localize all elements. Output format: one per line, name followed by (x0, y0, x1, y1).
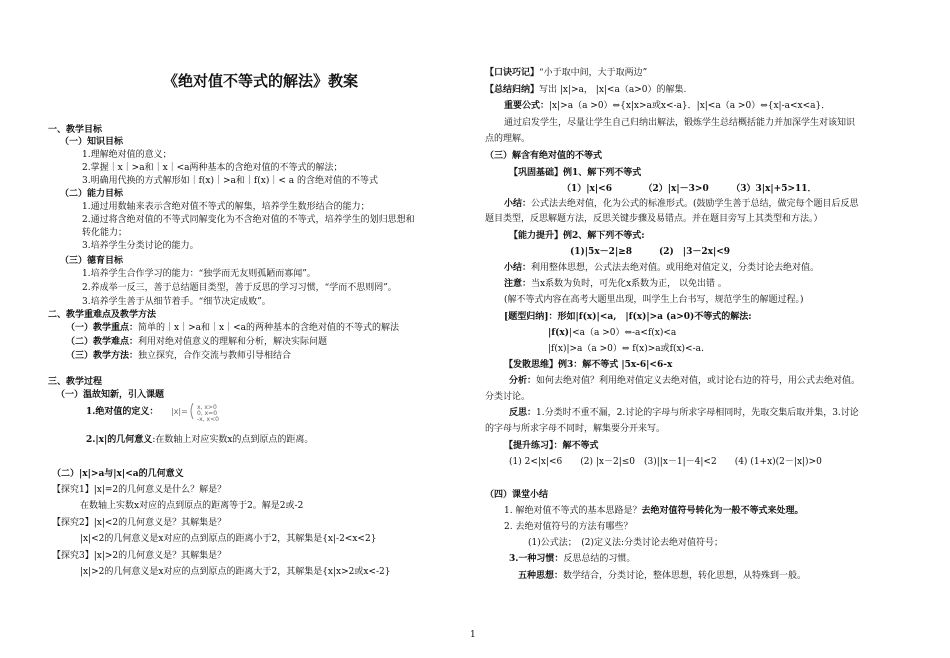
right-line: 【提升练习】：解不等式 (504, 441, 599, 451)
right-line: （四）课堂小结 (485, 490, 549, 500)
left-line: 在数轴上实数x对应的点到原点的距离等于2。解是2或-2 (80, 501, 304, 511)
right-line: 分类讨论。 (485, 392, 531, 402)
right-line: 【巩固基础】例1、解下列不等式 (509, 168, 642, 178)
left-line: 二、教学重难点及教学方法 (48, 310, 157, 320)
page-number: 1 (470, 630, 476, 640)
right-line: 【能力提升】例2、解下列不等式: (509, 231, 645, 241)
right-line: |f(x)|>a（a >0）⇔ f(x)>a或f(x)<-a. (548, 344, 704, 354)
right-line: 【发散思维】例3：解不等式 |5x-6|<6-x (504, 360, 673, 370)
svg-text:|x|=: |x|= (171, 407, 188, 416)
right-line: 点的理解。 (485, 134, 531, 144)
left-line: 2.|x|的几何意义:在数轴上对应实数x的点到原点的距离。 (86, 435, 314, 445)
right-line: (解不等式内容在高考大题里出现，叫学生上台书写，规范学生的解题过程。) (504, 295, 804, 305)
right-line: 注意：当x系数为负时，可先化x系数为正， 以免出错 。 (504, 279, 727, 289)
right-line: 1. 解绝对值不等式的基本思路是？去绝对值符号转化为一般不等式来处理。 (504, 506, 804, 516)
right-line: [题型归纳]：形如|f(x)|<a, |f(x)|>a (a>0)不等式的解法: (504, 312, 752, 322)
right-line: 重要公式：|x|>a（a >0）⇔{x|x>a或x<-a}．|x|<a（a >0）⇔{x|-a<x<a}． (504, 101, 831, 111)
left-line: （一）教学重点：简单的｜x｜>a和｜x｜<a的两种基本的含绝对值的不等式的解法 (66, 323, 399, 333)
left-line: （二）教学难点：利用对绝对值意义的理解和分析，解决实际问题 (66, 337, 328, 347)
right-line: （1）|x|<6 （2）|x|－3>0 （3）3|x|+5>11． (562, 184, 817, 194)
left-line: 转化能力； (82, 228, 128, 238)
right-line: 小结：利用整体思想，公式法去绝对值。或用绝对值定义，分类讨论去绝对值。 (504, 263, 820, 273)
left-line: |x|<2的几何意义是x对应的点到原点的距离小于2，其解集是{x|-2<x<2} (80, 534, 377, 544)
left-line: 1.培养学生合作学习的能力：“独学而无友则孤陋而寡闻”。 (82, 269, 316, 279)
right-line: |f(x)|<a（a >0）⇔-a<f(x)<a (548, 328, 677, 338)
left-line: （三）教学方法：独立探究，合作交流与教师引导相结合 (66, 351, 292, 361)
right-line: 【口诀巧记】“小于取中间，大于取两边” (485, 68, 648, 78)
page-title: 《绝对值不等式的解法》教案 (163, 72, 359, 90)
left-line: 【探究1】|x|=2的几何意义是什么？解是？ (52, 485, 227, 495)
left-line: 1.通过用数轴来表示含绝对值不等式的解集，培养学生数形结合的能力； (82, 202, 370, 212)
right-line: 通过启发学生，尽量让学生自己归纳出解法，锻炼学生总结概括能力并加深学生对该知识 (504, 118, 856, 128)
right-line: 分析：如何去绝对值？利用绝对值定义去绝对值，或讨论右边的符号，用公式去绝对值。 (509, 376, 861, 386)
left-line: 2.养成举一反三，善于总结题目类型，善于反思的学习习惯，“学而不思则罔”。 (82, 283, 397, 293)
right-line: 3.一种习惯：反思总结的习惯。 (509, 554, 636, 564)
right-line: 【总结归纳】写出 |x|>a， |x|<a（a>0）的解集. (485, 85, 687, 95)
svg-text:0, x=0: 0, x=0 (197, 410, 218, 417)
left-line: 【探究2】|x|<2的几何意义是？其解集是？ (52, 518, 227, 528)
left-line: 【探究3】|x|>2的几何意义是？其解集是？ (52, 551, 227, 561)
left-line: 一、教学目标 (48, 125, 103, 135)
svg-text:-x, x<0: -x, x<0 (197, 416, 219, 422)
abs-definition-formula (165, 400, 275, 422)
left-line: 1.绝对值的定义： (86, 407, 159, 417)
left-line: 3.培养学生善于从细节着手。“细节决定成败”。 (82, 297, 271, 307)
right-line: 的字母与所求字母不同时，解集要分开来写。 (485, 424, 666, 434)
left-line: |x|>2的几何意义是x对应的点到原点的距离大于2，其解集是{x|x>2或x<-2} (80, 567, 391, 577)
right-line: （三）解含有绝对值的不等式 (485, 151, 603, 161)
left-line: （一）知识目标 (60, 137, 124, 147)
left-line: （三）德育目标 (60, 256, 124, 266)
right-line: 小结：公式法去绝对值，化为公式的标准形式。(鼓励学生善于总结，做完每个题目后反思 (504, 199, 859, 209)
left-line: （二）能力目标 (60, 189, 124, 199)
left-line: 1.理解绝对值的意义； (82, 150, 172, 160)
right-line: 2. 去绝对值符号的方法有哪些？ (504, 522, 633, 532)
right-line: (1)公式法； (2)定义法:分类讨论去绝对值符号； (528, 538, 724, 548)
left-line: 2.掌握｜x｜>a和｜x｜<a两种基本的含绝对值的不等式的解法； (82, 163, 343, 173)
left-line: （一）温故知新，引入课题 (56, 390, 165, 400)
left-line: 三、教学过程 (48, 377, 103, 387)
left-line: 3.培养学生分类讨论的能力。 (82, 241, 199, 251)
right-line: 题目类型，反思解题方法，反思关键步骤及易错点。并在题目旁写上其类型和方法。） (485, 214, 823, 224)
left-line: 2.通过将含绝对值的不等式同解变化为不含绝对值的不等式，培养学生的划归思想和 (82, 215, 415, 225)
left-line: （二）|x|>a与|x|<a的几何意义 (52, 469, 184, 479)
left-line: 3.明确用代换的方式解形如｜f(x)｜>a和｜f(x)｜< a 的含绝对值的不等式 (82, 176, 378, 186)
right-line: 反思：1.分类时不重不漏，2.讨论的字母与所求字母相同时，先取交集后取并集，3.讨论 (509, 408, 859, 418)
right-line: (1) 2<|x|<6 (2) |x－2|≤0 (3)||x－1|－4|<2 (4) (1+x)(2－|x|)>0 (509, 457, 822, 467)
svg-text:x, x>0: x, x>0 (197, 404, 217, 411)
right-line: (1)|5x－2|≥8 (2) |3－2x|<9 (570, 247, 731, 257)
right-line: 五种思想：数学结合，分类讨论，整体思想，转化思想，从特殊到一般。 (518, 571, 807, 581)
